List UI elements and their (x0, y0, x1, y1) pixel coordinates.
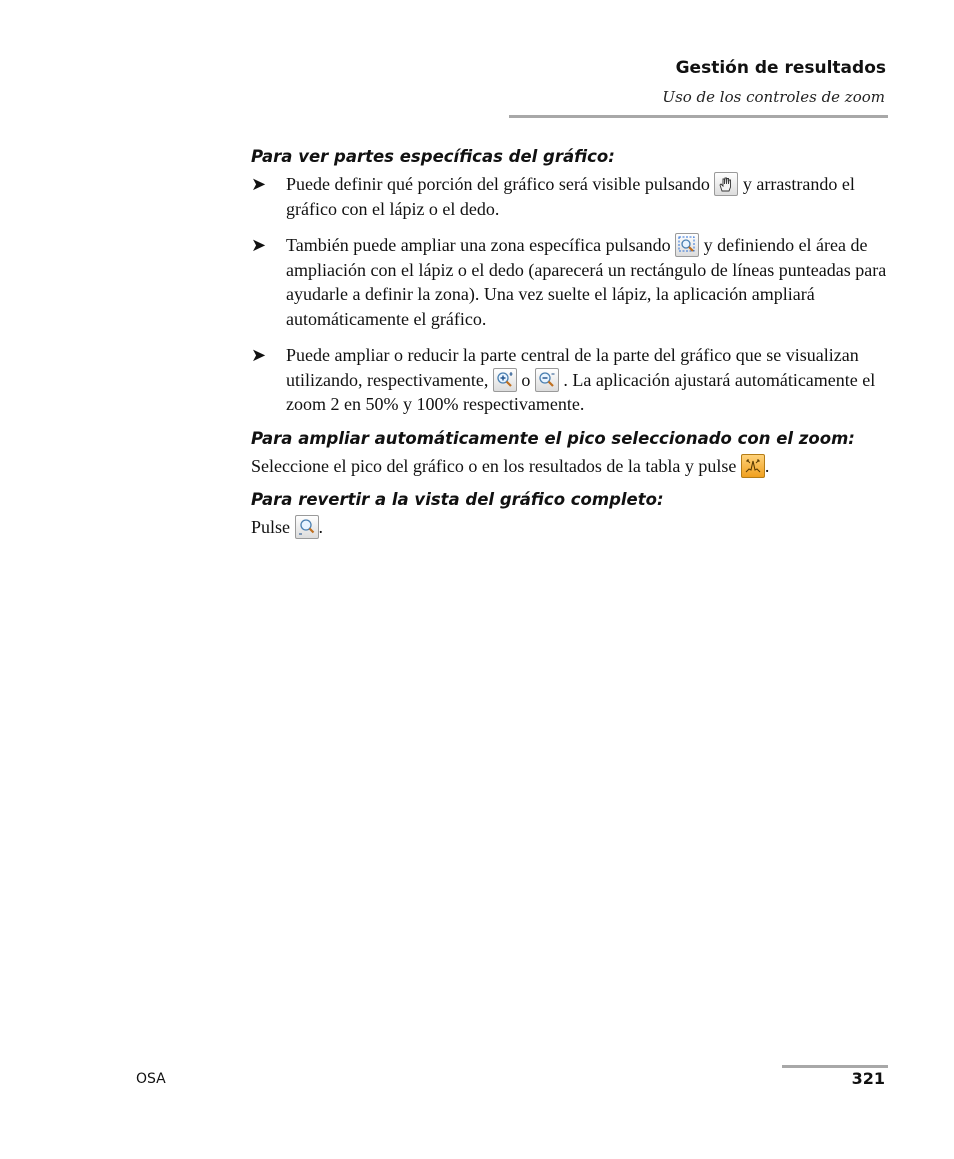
zoom-area-icon (675, 233, 699, 257)
bullet-item-zoom-area (251, 233, 891, 331)
footer-product-name: OSA (136, 1071, 166, 1087)
bullet-text-continued: . La aplicación ajustará automáticamente el zoom 2 en 50% y 100% respectivamente. (286, 369, 876, 414)
header-divider (509, 115, 888, 118)
page-header-title: Gestión de resultados (675, 58, 886, 78)
bullet-text: Puede ampliar o reducir la parte central de la parte del gráfico que se visualizan utilizando, respectivamente, (286, 345, 859, 390)
footer-divider (782, 1065, 888, 1068)
bullet-arrow-icon: ➤ (251, 235, 267, 256)
section-heading-specific-parts: Para ver partes específicas del gráfico: (251, 147, 615, 166)
paragraph-text-end: . (764, 455, 770, 476)
page-header-subtitle: Uso de los controles de zoom (662, 88, 885, 106)
zoom-peak-icon (741, 454, 765, 478)
zoom-in-icon (493, 368, 517, 392)
bullet-text-continued: y definiendo el área de ampliación con el lápiz o el dedo (aparecerá un rectángulo de líneas punteadas para ayudarle a definir la zona). Una vez suelte el lápiz, la aplicación ampliará automáticamente el gráfico. (286, 235, 887, 329)
hand-pan-icon (714, 172, 738, 196)
paragraph-text: Seleccione el pico del gráfico o en los resultados de la tabla y pulse (251, 455, 737, 476)
page-number: 321 (851, 1069, 885, 1088)
bullet-arrow-icon: ➤ (251, 345, 267, 366)
section-heading-zoom-peak: Para ampliar automáticamente el pico seleccionado con el zoom: (251, 428, 855, 448)
paragraph-full-view (251, 515, 891, 540)
bullet-arrow-icon: ➤ (251, 174, 267, 195)
paragraph-text-end: . (318, 517, 324, 537)
bullet-text-connector: o (521, 369, 531, 390)
bullet-item-pan (251, 172, 891, 221)
bullet-text: Puede definir qué porción del gráfico será visible pulsando (286, 174, 710, 194)
bullet-text: También puede ampliar una zona específica pulsando (286, 235, 671, 255)
paragraph-zoom-peak (251, 454, 891, 479)
zoom-out-icon (535, 368, 559, 392)
paragraph-text: Pulse (251, 517, 291, 537)
bullet-text-continued: y arrastrando el gráfico con el lápiz o el dedo. (286, 174, 855, 219)
zoom-reset-icon (295, 515, 319, 539)
page-content (251, 147, 891, 552)
bullet-item-zoom-in-out (251, 343, 891, 417)
section-heading-full-view: Para revertir a la vista del gráfico completo: (251, 490, 664, 509)
